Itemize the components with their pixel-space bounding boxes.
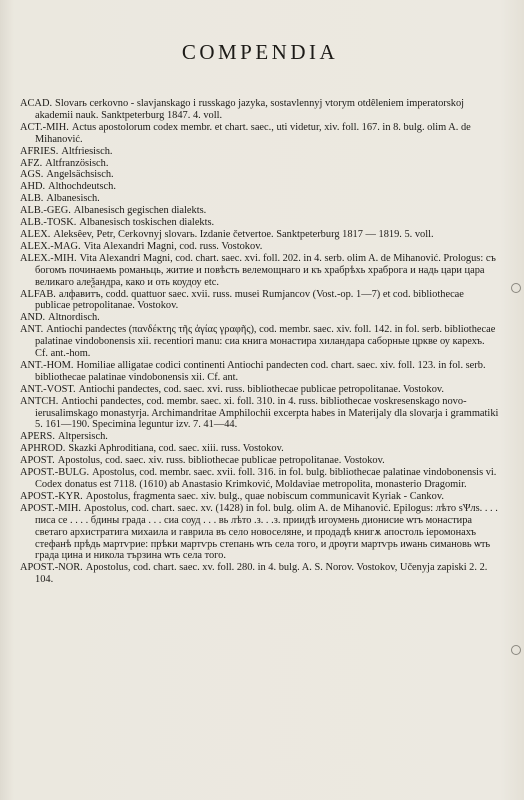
entry-text: Altfriesisch. xyxy=(61,145,113,157)
list-item xyxy=(20,312,500,324)
entry-abbreviation: APERS. xyxy=(20,431,55,443)
entry-abbreviation: APOST.-MIH. xyxy=(20,502,81,514)
entry-abbreviation: APOST.-BULG. xyxy=(20,467,90,479)
entry-abbreviation: AHD. xyxy=(20,181,46,193)
entry-abbreviation: AGS. xyxy=(20,169,44,181)
entry-text: Skazki Aphroditiana, cod. saec. xiii. russ. Vostokov. xyxy=(68,443,284,455)
list-item xyxy=(20,503,500,563)
list-item xyxy=(20,146,500,158)
list-item xyxy=(20,229,500,241)
entry-abbreviation: ALFAB. xyxy=(20,288,56,300)
list-item xyxy=(20,169,500,181)
entry-text: Altpersisch. xyxy=(57,431,108,443)
list-item xyxy=(20,289,500,313)
entry-text: Albanesisch toskischen dialekts. xyxy=(79,217,215,229)
entry-text: Apostolus, cod. membr. saec. xvii. foll. 316. in fol. bulg. bibliothecae palatinae vindobonensis vi. Codex donatus est 7118. (1610) ab Anastasio Krimković, Moldaviae metropolita, monasterio Dragomir. xyxy=(35,467,497,490)
entry-abbreviation: APOST. xyxy=(20,455,55,467)
entry-abbreviation: ACAD. xyxy=(20,98,53,109)
list-item xyxy=(20,217,500,229)
entry-abbreviation: ALB.-GEG. xyxy=(20,205,71,217)
entry-abbreviation: ALB.-TOSK. xyxy=(20,217,77,229)
entry-abbreviation: ALEX.-MIH. xyxy=(20,252,77,264)
entry-text: Angelsächsisch. xyxy=(46,169,114,181)
entry-abbreviation: ACT.-MIH. xyxy=(20,121,69,133)
list-item xyxy=(20,158,500,170)
entry-text: Homiliae alligatae codici continenti Antiochi pandecten cod. chart. saec. xiv. foll. 123. in fol. serb. bibliothecae palatinae vindobonensis xii. Cf. ant. xyxy=(35,359,486,383)
list-item xyxy=(20,491,500,503)
list-item xyxy=(20,253,500,289)
entry-text: алфавитъ, codd. quattuor saec. xvii. russ. musei Rumjancov (Vost.-op. 1—7) et cod. bibliothecae publicae petropolitanae. Vostokov. xyxy=(35,288,464,312)
entry-text: Antiochi pandectes, cod. membr. saec. xi. foll. 310. in 4. russ. bibliothecae voskresenskago novo-ierusalimskago monastyrja. Archimandritae Amphilochii excerpta habes in Materijaly dla slovarja i grammatiki 5. 161—190. Specimina leguntur izv. 7. 41—44. xyxy=(35,395,499,431)
entry-abbreviation: AFZ. xyxy=(20,157,43,169)
list-item xyxy=(20,205,500,217)
list-item xyxy=(20,396,500,432)
list-item xyxy=(20,360,500,384)
list-item xyxy=(20,467,500,491)
list-item xyxy=(20,562,500,586)
entry-abbreviation: APHROD. xyxy=(20,443,66,455)
entry-abbreviation: ANT.-HOM. xyxy=(20,359,74,371)
list-item xyxy=(20,443,500,455)
list-item xyxy=(20,241,500,253)
entry-text: Albanesisch gegischen dialekts. xyxy=(73,205,207,217)
page-title: COMPENDIA xyxy=(181,40,339,64)
list-item xyxy=(20,324,500,360)
entry-text: Apostolus, cod. saec. xiv. russ. bibliothecae publicae petropolitanae. Vostokov. xyxy=(57,455,385,467)
entry-text: Slovarь cerkovno - slavjanskago i russkago jazyka, sostavlennyj vtorym otdêleniem imperatorskoj akademii nauk. Sanktpeterburg 1847. 4. voll. xyxy=(35,98,465,121)
entry-abbreviation: ALEX. xyxy=(20,228,51,240)
entry-list xyxy=(20,98,500,586)
entry-text: Apostolus, cod. chart. saec. xv. foll. 280. in 4. bulg. A. S. Norov. Vostokov, Učenyja zapiski 2. 2. 104. xyxy=(35,562,488,586)
margin-ring-mark xyxy=(511,645,521,655)
entry-text: Altnordisch. xyxy=(48,312,100,324)
list-item xyxy=(20,455,500,467)
list-item xyxy=(20,98,500,122)
entry-text: Vita Alexandri Magni, cod. chart. saec. xvi. foll. 202. in 4. serb. olim A. de Mihanović. Prologus: съ богомъ починаемь романьць, житие и повѣсть велемощнаго и къ храбрѣхь храброга и надь цари цара великаго алеѯандра, како и оть коудоу etc. xyxy=(35,252,496,288)
entry-abbreviation: AFRIES. xyxy=(20,145,59,157)
entry-text: Althochdeutsch. xyxy=(48,181,116,193)
list-item xyxy=(20,384,500,396)
entry-text: Altfranzösisch. xyxy=(45,157,109,169)
entry-abbreviation: ANTCH. xyxy=(20,395,59,407)
list-item xyxy=(20,181,500,193)
entry-abbreviation: AND. xyxy=(20,312,46,324)
list-item xyxy=(20,431,500,443)
entry-abbreviation: APOST.-KYR. xyxy=(20,490,83,502)
entry-abbreviation: APOST.-NOR. xyxy=(20,562,83,574)
entry-text: Apostolus, cod. chart. saec. xv. (1428) in fol. bulg. olim A. de Mihanović. Epilogus: лѣто ѕѰлѕ. . . . писа се . . . . бдины града . . . сиа соуд . . . вь лѣто .з. . .з. приидѣ игоумень дионисие ѡтъ монастира светаго архистратига михаила и гаврила въ село новоселяне, и продадѣ книгѫ апостоль іеромонахъ стефанѣ прѣдь мартѵрие: прѣки мартѵрь степань ѡть села того, и дрѹги мартѵрь иѡань симановь ѡть града цина и никола тързина ѡть села того. xyxy=(35,502,498,562)
entry-text: Apostolus, fragmenta saec. xiv. bulg., quae nobiscum communicavit Kyriak - Cankov. xyxy=(85,490,444,502)
entry-text: Actus apostolorum codex membr. et chart. saec., uti videtur, xiv. foll. 167. in 8. bulg. olim A. de Mihanović. xyxy=(35,121,471,145)
entry-text: Albanesisch. xyxy=(46,193,100,205)
entry-abbreviation: ALB. xyxy=(20,193,44,205)
list-item xyxy=(20,122,500,146)
entry-abbreviation: ALEX.-MAG. xyxy=(20,240,81,252)
entry-abbreviation: ANT. xyxy=(20,324,44,336)
entry-text: Aleksêev, Petr, Cerkovnyj slovarь. Izdanie četvertoe. Sanktpeterburg 1817 — 1819. 5. voll. xyxy=(53,228,434,240)
entry-text: Antiochi pandectes (πανδέκτης τῆς ἁγίας γραφῆς), cod. membr. saec. xiv. foll. 142. in fol. serb. bibliothecae palatinae vindobonensis xii. recentiori manu: сиа книга монастира хиландара саборные цркве оу карехъ. Cf. ant.-hom. xyxy=(35,324,496,360)
list-item xyxy=(20,193,500,205)
margin-ring-mark xyxy=(511,283,521,293)
entry-text: Vita Alexandri Magni, cod. russ. Vostokov. xyxy=(83,240,263,252)
entry-text: Antiochi pandectes, cod. saec. xvi. russ. bibliothecae publicae petropolitanae. Vostokov. xyxy=(78,383,445,395)
entry-abbreviation: ANT.-VOST. xyxy=(20,383,76,395)
